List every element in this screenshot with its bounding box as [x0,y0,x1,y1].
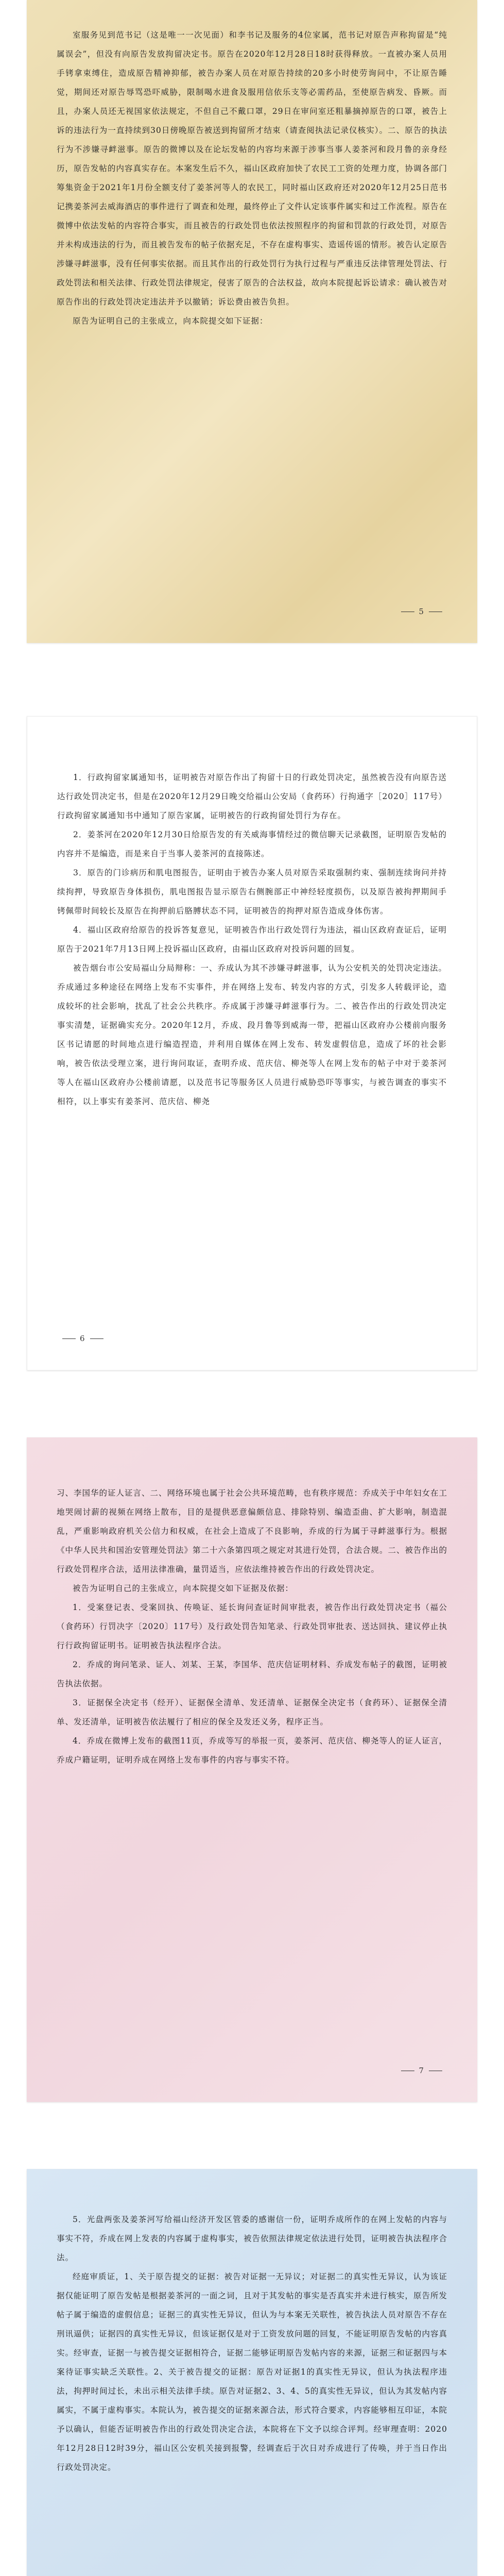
page-number-footer [58,1334,108,1343]
paragraph: 被告为证明自己的主张成立，向本院提交如下证据及依据： [73,1584,294,1593]
paragraph: 3．原告的门诊病历和肌电图报告，证明由于被告办案人员对原告采取强制约束、强制连续询问并持续拘押，导致原告身体损伤，肌电图报告显示原告右侧腕部正中神经轻度损伤，以及原告被拘押期间手铐佩带时间较长及原告在拘押前后胳膊状态不同，证明被告的拘押对原告造成身体伤害。 [57,868,447,916]
paragraph: 1．行政拘留家属通知书，证明被告对原告作出了拘留十日的行政处罚决定，虽然被告没有向原告送达行政处罚决定书，但是在2020年12月29日晚交给福山公安局（食药环）行拘通字［2020］117号）行政拘留家属通知书中通知了原告家属，证明被告的行政拘留处罚行为存在。 [57,773,447,820]
page-number-footer [397,2066,446,2075]
paragraph: 1．受案登记表、受案回执、传唤证、延长询问查证时间审批表，被告作出行政处罚决定书（福公（食药环）行罚决字〔2020〕117号）及行政处罚告知笔录、行政处罚审批表、送达回执、建议停止执行行政拘留证明书。证明被告执法程序合法。 [57,1603,447,1650]
paragraph: 2．乔成的询问笔录、证人、刘某、王某，李国华、范庆信证明材料、乔成发布帖子的截图，证明被告执法依据。 [57,1660,447,1688]
page-number-footer [397,607,446,616]
page-number: 6 [80,1334,86,1343]
page-body [57,26,447,331]
paragraph: 3．证据保全决定书（经开）、证据保全清单、发还清单、证据保全决定书（食药环）、证据保全清单、发还清单，证明被告依法履行了相应的保全及发还义务，程序正当。 [57,1698,447,1726]
footer-dash [62,1338,76,1339]
paragraph: 经庭审质证，1、关于原告提交的证据：被告对证据一无异议；对证据二的真实性无异议，认为该证据仅能证明了原告发帖是根据姜茶河的一面之词，且对于其发帖的事实是否真实并未进行核实，原告所发帖子属于编造的虚假信息；证据三的真实性无异议，但认为与本案无关联性，被告执法人员对原告不存在刑讯逼供；证据四的真实性无异议，但该证据仅是对于工资发放问题的回复，不能证明原告发帖的内容真实。经审查，证据一与被告提交证据相符合，证据二能够证明原告发帖内容的来源，证据三和证据四与本案待证事实缺乏关联性。2、关于被告提交的证据：原告对证据1的真实性无异议，但认为执法程序违法，拘押时间过长，未出示相关法律手续。原告对证据2、3、4、5的真实性无异议，但认为其发帖内容属实，不属于虚构事实。本院认为，被告提交的证据来源合法，形式符合要求，内容能够相互印证，本院予以确认，但能否证明被告作出的行政处罚决定合法，本院将在下文予以综合评判。经审理查明：2020年12月28日12时39分，福山区公安机关接到报警，经调查后于次日对乔成进行了传唤，并于当日作出行政处罚决定。 [57,2272,448,2472]
document-page-5 [27,0,477,643]
paragraph: 4．福山区政府给原告的投诉答复意见，证明被告作出行政处罚行为违法，福山区政府查证后，证明原告于2021年7月13日网上投诉福山区政府，由福山区政府对投诉问题的回复。 [57,925,447,954]
document-page-6 [27,716,477,1370]
page-body [57,1484,447,1770]
footer-dash [90,1338,103,1339]
page-body [57,2210,447,2477]
document-page-7 [27,1437,477,2102]
paragraph: 4．乔成在微博上发布的截图11页，乔成等写的举报一页，姜茶河、范庆信、柳尧等人的证人证言，乔成户籍证明，证明乔成在网络上发布事件的内容与事实不符。 [57,1736,447,1765]
paragraph: 室服务见到范书记（这是唯一一次见面）和李书记及服务的4位家属，范书记对原告声称拘留是“纯属误会”，但没有向原告发放拘留决定书。原告在2020年12月28日18时获得释放。一直被办案人员用手铐拿束缚住，造成原告精神抑郁，被告办案人员在对原告持续的20多小时使劳询问中，不让原告睡觉，期间还对原告辱骂恐吓威胁，限制喝水进食及服用信依乐支等必需药品，至使原告病发、昏厥。而且，办案人员还无视国家依法规定，不但自己不戴口罩，29日在审问室还粗暴摘掉原告的口罩，被告上诉的违法行为一直持续到30日傍晚原告被送到拘留所才结束（请查阅执法记录仪核实）。二、原告的执法行为不涉嫌寻衅滋事。原告的微博以及在论坛发帖的内容均来源于涉事当事人姜茶河和段月鲁的亲身经历，原告发帖的内容真实存在。本案发生后不久，福山区政府加快了农民工工资的处理力度，协调各部门筹集资金于2021年1月份全额支付了姜茶河等人的农民工，同时福山区政府还对2020年12月25日范书记携姜茶河去威海酒店的事件进行了调查和处理，最终停止了文件认定该事件属实和过工作流程。原告在微博中依法发帖的内容符合事实，而且被告的行政处罚也依法按照程序的拘留和罚款的行政处罚，对原告并未构成违法的行为，而且被告发布的帖子依据充足，不存在虚构事实、造谣传谣的情形。被告认定原告涉嫌寻衅滋事，没有任何事实依据。而且其作出的行政处罚行为执行过程与严重违反法律管理处罚法、行政处罚法和相关法律、行政处罚法律规定，侵害了原告的合法权益，故向本院提起诉讼请求：确认被告对原告作出的行政处罚决定违法并予以撤销；诉讼费由被告负担。 [57,30,448,307]
page-number: 5 [419,607,425,616]
paragraph: 2．姜茶河在2020年12月30日给原告发的有关威海事情经过的微信聊天记录截图，证明原告发帖的内容并不是编造，而是来自于当事人姜茶河的直接陈述。 [57,830,447,858]
page-body [57,768,447,1111]
document-page-8 [27,2169,477,2576]
paragraph: 习、李国华的证人证言、二、网络环境也属于社会公共环境范畴，也有秩序规范：乔成关于中年妇女在工地哭闹讨薪的视频在网络上散布，目的是提供恶意偏颇信息、排除特别、编造歪曲、扩大影响，制造混乱，严重影响政府机关公信力和权威，在社会上造成了不良影响，乔成的行为属于寻衅滋事行为。根据《中华人民共和国治安管理处罚法》第二十六条第四项之规定对其进行处罚，合法合规。二、被告作出的行政处罚程序合法，适用法律准确，量罚适当，应依法维持被告作出的行政处罚决定。 [57,1488,448,1574]
paragraph: 被告烟台市公安局福山分局辩称：一、乔成认为其不涉嫌寻衅滋事，认为公安机关的处罚决定违法。乔成通过多种途径在网络上发布不实事件，并在网络上发布、转发内容的方式，引发多人转载评论，造成较坏的社会影响，扰乱了社会公共秩序。乔成属于涉嫌寻衅滋事行为。二、被告作出的行政处罚决定事实清楚，证据确实充分。2020年12月，乔成、段月鲁等到威海一带，把福山区政府办公楼前向服务区书记请愿的时间地点进行编造捏造，并利用自媒体在网上发布、转发虚假信息，造成了坏的社会影响，被告依法受理立案，进行询问取证，查明乔成、范庆信、柳尧等人在网上发布的帖子中对于姜茶河等人在福山区政府办公楼前请愿，以及范书记等服务区人员进行威胁恐吓等事实，与被告调查的事实不相符，以上事实有姜茶河、范庆信、柳尧 [57,963,447,1106]
page-number: 7 [419,2066,425,2075]
paragraph: 5．光盘两张及姜茶河写给福山经济开发区管委的感谢信一份，证明乔成所作的在网上发帖的内容与事实不符，乔成在网上发表的内容属于虚构事实，被告依照法律规定依法进行处罚，证明被告执法程序合法。 [57,2215,448,2262]
paragraph: 原告为证明自己的主张成立，向本院提交如下证据： [73,316,268,326]
